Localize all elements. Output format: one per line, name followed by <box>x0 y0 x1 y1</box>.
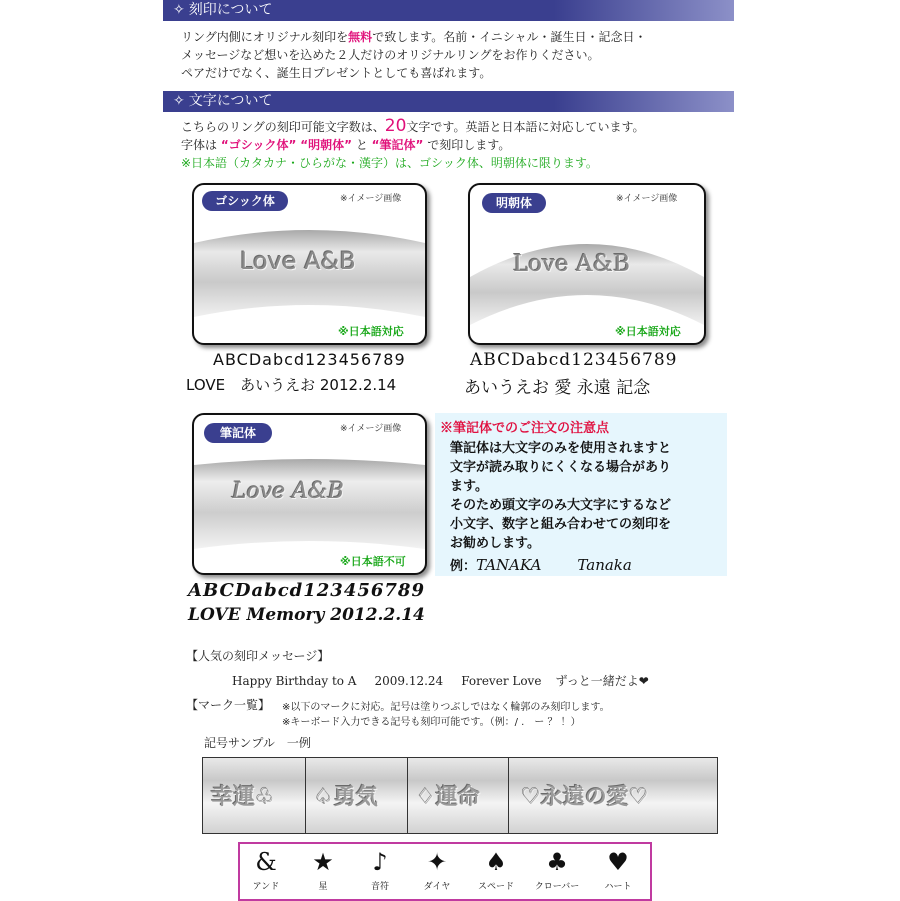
mark-label: アンド <box>252 882 280 892</box>
mark-item-note <box>354 848 406 892</box>
font-label-gothic: ゴシック体 <box>202 191 288 211</box>
marks-note1: ※以下のマークに対応。記号は塗りつぶしではなく輪郭のみ刻印します。 <box>282 702 610 713</box>
font-card-mincho <box>468 183 706 345</box>
image-note: ※イメージ画像 <box>616 194 678 204</box>
script-notice-box <box>435 413 727 576</box>
notice-line: ます。 <box>450 479 488 494</box>
notice-line: そのため頭文字のみ大文字にするなど <box>450 498 672 513</box>
notice-example: 例：TANAKA Tanaka <box>450 556 632 574</box>
popular-message: 2009.12.24 <box>374 674 444 688</box>
engraving-sample: Love A&B <box>513 251 631 277</box>
popular-message: Forever Love <box>461 674 542 688</box>
engraving-desc-line2: メッセージなど想いを込めた２人だけのオリジナルリングをお作りください。 <box>181 48 600 62</box>
popular-message: ずっと一緒だよ❤ <box>555 674 649 688</box>
engraving-sample: Love A&B <box>232 479 344 504</box>
samples-heading: 記号サンプル 一例 <box>204 736 311 750</box>
mark-item-and <box>240 848 292 892</box>
symbol-sample-strip <box>407 757 509 834</box>
mark-item-heart <box>592 848 644 892</box>
symbol-sample-strip <box>202 757 306 834</box>
sparkle-icon: ✧ <box>173 2 185 18</box>
font-card-gothic <box>192 183 427 345</box>
gothic-sample-line1: ABCDabcd123456789 <box>213 350 406 369</box>
font-card-script <box>192 413 427 575</box>
notice-title: ※筆記体でのご注文の注意点 <box>440 421 610 436</box>
mincho-sample-line1: ABCDabcd123456789 <box>470 350 678 370</box>
mark-item-star <box>297 848 349 892</box>
mark-label: 星 <box>318 882 328 892</box>
notice-line: 小文字、数字と組み合わせての刻印を <box>450 517 672 532</box>
char-desc-line2: 字体は “ゴシック体” “明朝体” と “筆記体” で刻印します。 <box>181 138 511 152</box>
ampersand-icon: & <box>255 848 277 876</box>
image-note: ※イメージ画像 <box>340 194 402 204</box>
image-note: ※イメージ画像 <box>340 424 402 434</box>
clover-icon: ♣ <box>546 848 568 876</box>
mincho-sample-line2: あいうえお 愛 永遠 記念 <box>464 378 651 398</box>
japanese-support: ※日本語対応 <box>338 325 404 338</box>
section-heading-engraving <box>163 0 734 21</box>
mark-label: スペード <box>477 882 514 892</box>
japanese-support: ※日本語不可 <box>340 555 406 568</box>
char-desc-line3: ※日本語（カタカナ・ひらがな・漢字）は、ゴシック体、明朝体に限ります。 <box>181 156 598 170</box>
marks-heading: 【マーク一覧】 <box>186 698 271 712</box>
symbol-sample: ♡永遠の愛♡ <box>521 784 649 810</box>
script-sample-line2: LOVE Memory 2012.2.14 <box>188 605 425 625</box>
star-icon: ★ <box>312 848 334 876</box>
notice-line: お勧めします。 <box>450 536 540 551</box>
music-note-icon: ♪ <box>372 848 388 876</box>
symbol-sample: ♢運命 <box>416 784 480 810</box>
heading-text: 刻印について <box>188 2 273 18</box>
japanese-support: ※日本語対応 <box>615 325 681 338</box>
gothic-sample-line2: LOVE あいうえお 2012.2.14 <box>186 376 397 394</box>
section-heading-characters <box>163 91 734 112</box>
notice-line: 筆記体は大文字のみを使用されますと <box>450 441 672 456</box>
symbol-sample: ♤勇気 <box>314 784 378 810</box>
spade-icon: ♠ <box>485 848 507 876</box>
engraving-desc-line1: リング内側にオリジナル刻印を無料で致します。名前・イニシャル・誕生日・記念日・ <box>181 30 647 44</box>
symbol-sample: 幸運♧ <box>211 784 275 810</box>
mark-label: 音符 <box>370 882 389 892</box>
script-sample-line1: ABCDabcd123456789 <box>188 580 425 601</box>
symbol-sample-strip <box>305 757 408 834</box>
mark-label: ダイヤ <box>423 882 451 892</box>
font-label-mincho: 明朝体 <box>482 193 546 213</box>
char-desc-line1: こちらのリングの刻印可能文字数は、20文字です。英語と日本語に対応しています。 <box>181 116 645 136</box>
heart-icon: ♥ <box>607 848 629 876</box>
mark-label: ハート <box>604 882 632 892</box>
popular-message: Happy Birthday to A <box>232 674 357 688</box>
font-label-script: 筆記体 <box>204 423 272 443</box>
mark-item-spade <box>470 848 522 892</box>
symbol-sample-strip <box>508 757 718 834</box>
heading-text: 文字について <box>188 93 273 109</box>
char-count: 20 <box>384 116 407 136</box>
engraving-sample: Love A&B <box>240 247 356 275</box>
notice-line: 文字が読み取りにくくなる場合があり <box>450 460 672 475</box>
sparkle-icon: ✧ <box>173 93 185 109</box>
free-text: 無料 <box>348 30 373 44</box>
mark-label: クローバー <box>534 882 580 892</box>
popular-heading: 【人気の刻印メッセージ】 <box>186 649 330 663</box>
engraving-desc-line3: ペアだけでなく、誕生日プレゼントとしても喜ばれます。 <box>181 66 492 80</box>
mark-item-diamond <box>411 848 463 892</box>
marks-panel <box>238 842 652 901</box>
mark-item-clover <box>531 848 583 892</box>
diamond-icon: ✦ <box>426 848 448 876</box>
popular-messages <box>232 672 649 689</box>
marks-note2: ※キーボード入力できる記号も刻印可能です。（例：/ . ー ？ ！） <box>282 717 581 728</box>
